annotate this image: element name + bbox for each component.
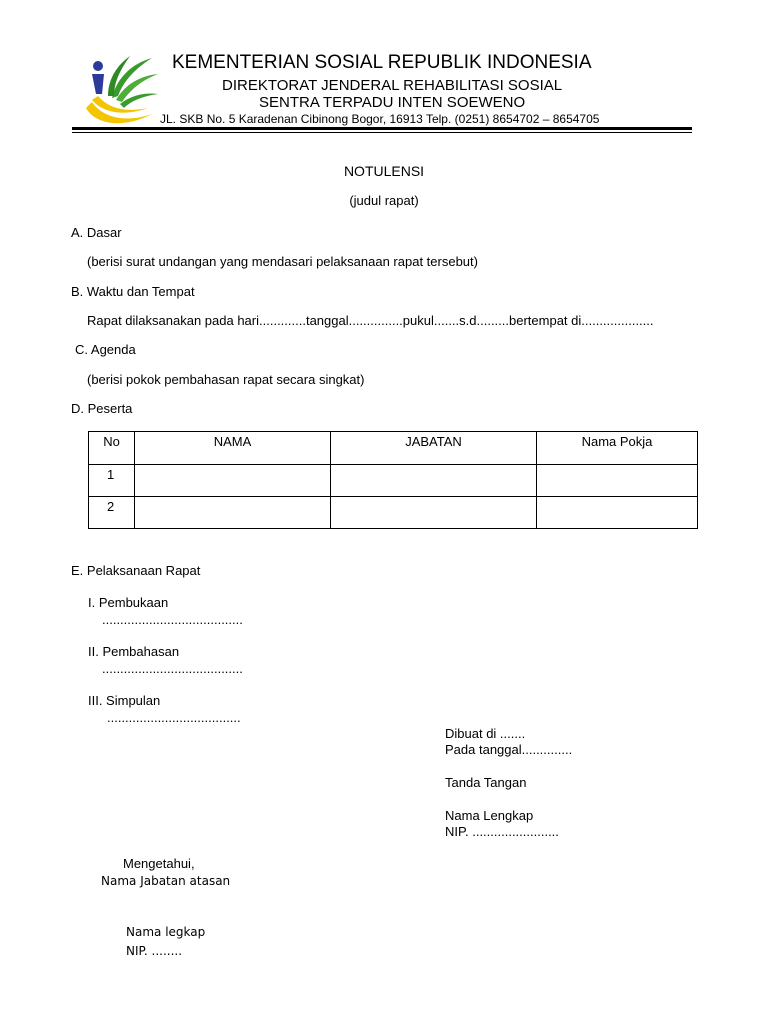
participants-table — [88, 431, 698, 529]
section-e3-label: III. Simpulan — [88, 693, 161, 708]
letterhead-address: JL. SKB No. 5 Karadenan Cibinong Bogor, 16913 Telp. (0251) 8654702 – 8654705 — [160, 112, 600, 126]
cell-pokja — [537, 497, 698, 529]
signature-full-name: Nama Lengkap — [445, 808, 534, 823]
signature-made-at: Dibuat di ....... — [445, 726, 526, 741]
cell-no: 2 — [89, 497, 135, 529]
logo-figure-body — [92, 74, 104, 94]
table-row — [89, 465, 698, 497]
header-pokja: Nama Pokja — [537, 432, 698, 465]
approval-nip: NIP. ........ — [126, 944, 183, 958]
section-a-heading: A. Dasar — [71, 225, 122, 240]
logo-figure-head — [93, 61, 103, 71]
section-e2-label: II. Pembahasan — [88, 644, 180, 659]
header-nama: NAMA — [135, 432, 331, 465]
approval-superior-title: Nama Jabatan atasan — [101, 874, 231, 888]
letterhead-rule-thin — [72, 132, 692, 133]
cell-jabatan — [331, 497, 537, 529]
letterhead-ministry: KEMENTERIAN SOSIAL REPUBLIK INDONESIA — [172, 52, 592, 73]
header-no: No — [89, 432, 135, 465]
section-c-body: (berisi pokok pembahasan rapat secara singkat) — [87, 372, 365, 387]
section-d-heading: D. Peserta — [71, 401, 133, 416]
letterhead-directorate: DIREKTORAT JENDERAL REHABILITASI SOSIAL — [222, 77, 563, 94]
ministry-logo — [82, 50, 160, 128]
cell-pokja — [537, 465, 698, 497]
cell-no: 1 — [89, 465, 135, 497]
cell-jabatan — [331, 465, 537, 497]
section-e1-dots: ....................................... — [102, 612, 243, 627]
table-header-row — [89, 432, 698, 465]
signature-nip: NIP. ........................ — [445, 824, 559, 839]
table-row — [89, 497, 698, 529]
section-b-heading: B. Waktu dan Tempat — [71, 284, 195, 299]
header-jabatan: JABATAN — [331, 432, 537, 465]
section-b-body: Rapat dilaksanakan pada hari.............tanggal...............pukul.......s.d.........bertempat di.................... — [87, 313, 654, 328]
section-e-heading: E. Pelaksanaan Rapat — [71, 563, 201, 578]
signature-date: Pada tanggal.............. — [445, 742, 573, 757]
letterhead-rule-thick — [72, 127, 692, 130]
approval-name: Nama legkap — [126, 925, 206, 939]
section-a-body: (berisi surat undangan yang mendasari pelaksanaan rapat tersebut) — [87, 254, 478, 269]
document-subtitle: (judul rapat) — [349, 193, 419, 208]
cell-nama — [135, 465, 331, 497]
document-title: NOTULENSI — [343, 163, 425, 179]
section-c-heading: C. Agenda — [75, 342, 136, 357]
section-e1-label: I. Pembukaan — [88, 595, 169, 610]
logo-swoosh — [86, 102, 152, 123]
section-e3-dots: ..................................... — [107, 710, 241, 725]
signature-sign: Tanda Tangan — [445, 775, 527, 790]
cell-nama — [135, 497, 331, 529]
section-e2-dots: ....................................... — [102, 661, 243, 676]
letterhead-center: SENTRA TERPADU INTEN SOEWENO — [259, 94, 526, 111]
approval-known: Mengetahui, — [123, 856, 195, 871]
